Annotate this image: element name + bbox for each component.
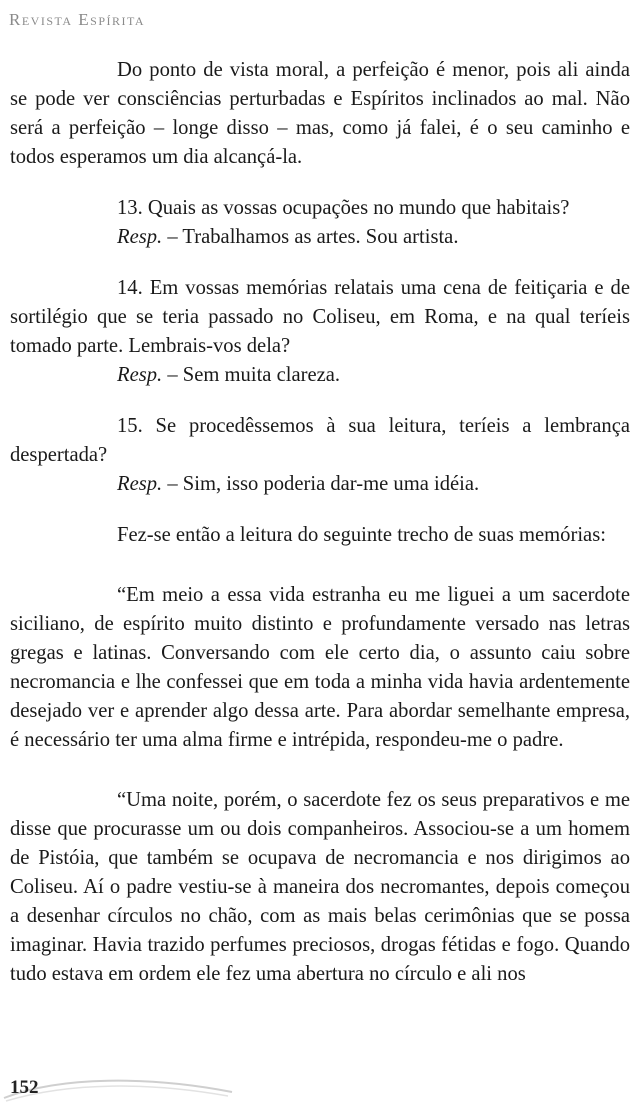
paragraph: Do ponto de vista moral, a perfeição é menor, pois ali ainda se pode ver consciências perturbadas e Espíritos inclinados ao mal. Não será a perfeição – longe disso – mas, como já falei, é o seu caminho e todos esperamos um dia alcançá-la. bbox=[10, 59, 630, 168]
resp-label: Resp. bbox=[117, 473, 163, 495]
running-header: Revista Espírita bbox=[9, 10, 146, 29]
question-14: 14. Em vossas memórias relatais uma cena de feitiçaria e de sortilégio que se teria passado no Coliseu, em Roma, e na qual teríeis tomado parte. Lembrais-vos dela? bbox=[10, 277, 630, 357]
page-number: 152 bbox=[10, 1077, 39, 1098]
answer-text: – Sem muita clareza. bbox=[162, 364, 341, 386]
quote-paragraph: “Uma noite, porém, o sacerdote fez os seus preparativos e me disse que procurasse um ou dois companheiros. Associou-se a um homem de Pistóia, que também se ocupava de necromancia e nos dirigimos ao Coliseu. Aí o padre vestiu-se à maneira dos necromantes, depois começou a desenhar círculos no chão, com as mais belas cerimônias que se possa imaginar. Havia trazido perfumes preciosos, drogas fétidas e fogo. Quando tudo estava em ordem ele fez uma abertura no círculo e ali nos bbox=[10, 789, 630, 985]
answer-text: – Trabalhamos as artes. Sou artista. bbox=[162, 226, 459, 248]
question-15: 15. Se procedêssemos à sua leitura, teríeis a lembrança despertada? bbox=[10, 415, 630, 466]
page-footer bbox=[0, 1070, 635, 1106]
page-body bbox=[10, 56, 630, 989]
paragraph: Fez-se então a leitura do seguinte trecho de suas memórias: bbox=[117, 524, 606, 546]
answer-14 bbox=[10, 361, 630, 390]
question-13: 13. Quais as vossas ocupações no mundo que habitais? bbox=[117, 197, 570, 219]
answer-text: – Sim, isso poderia dar-me uma idéia. bbox=[162, 473, 480, 495]
answer-13 bbox=[10, 223, 630, 252]
resp-label: Resp. bbox=[117, 226, 163, 248]
answer-15 bbox=[10, 470, 630, 499]
quote-paragraph: “Em meio a essa vida estranha eu me liguei a um sacerdote siciliano, de espírito muito distinto e profundamente versado nas letras gregas e latinas. Conversando com ele certo dia, o assunto caiu sobre necromancia e lhe confessei que em toda a minha vida havia ardentemente desejado ver e aprender algo dessa arte. Para abordar semelhante empresa, é necessário ter uma alma firme e intrépida, respondeu-me o padre. bbox=[10, 584, 630, 751]
resp-label: Resp. bbox=[117, 364, 163, 386]
